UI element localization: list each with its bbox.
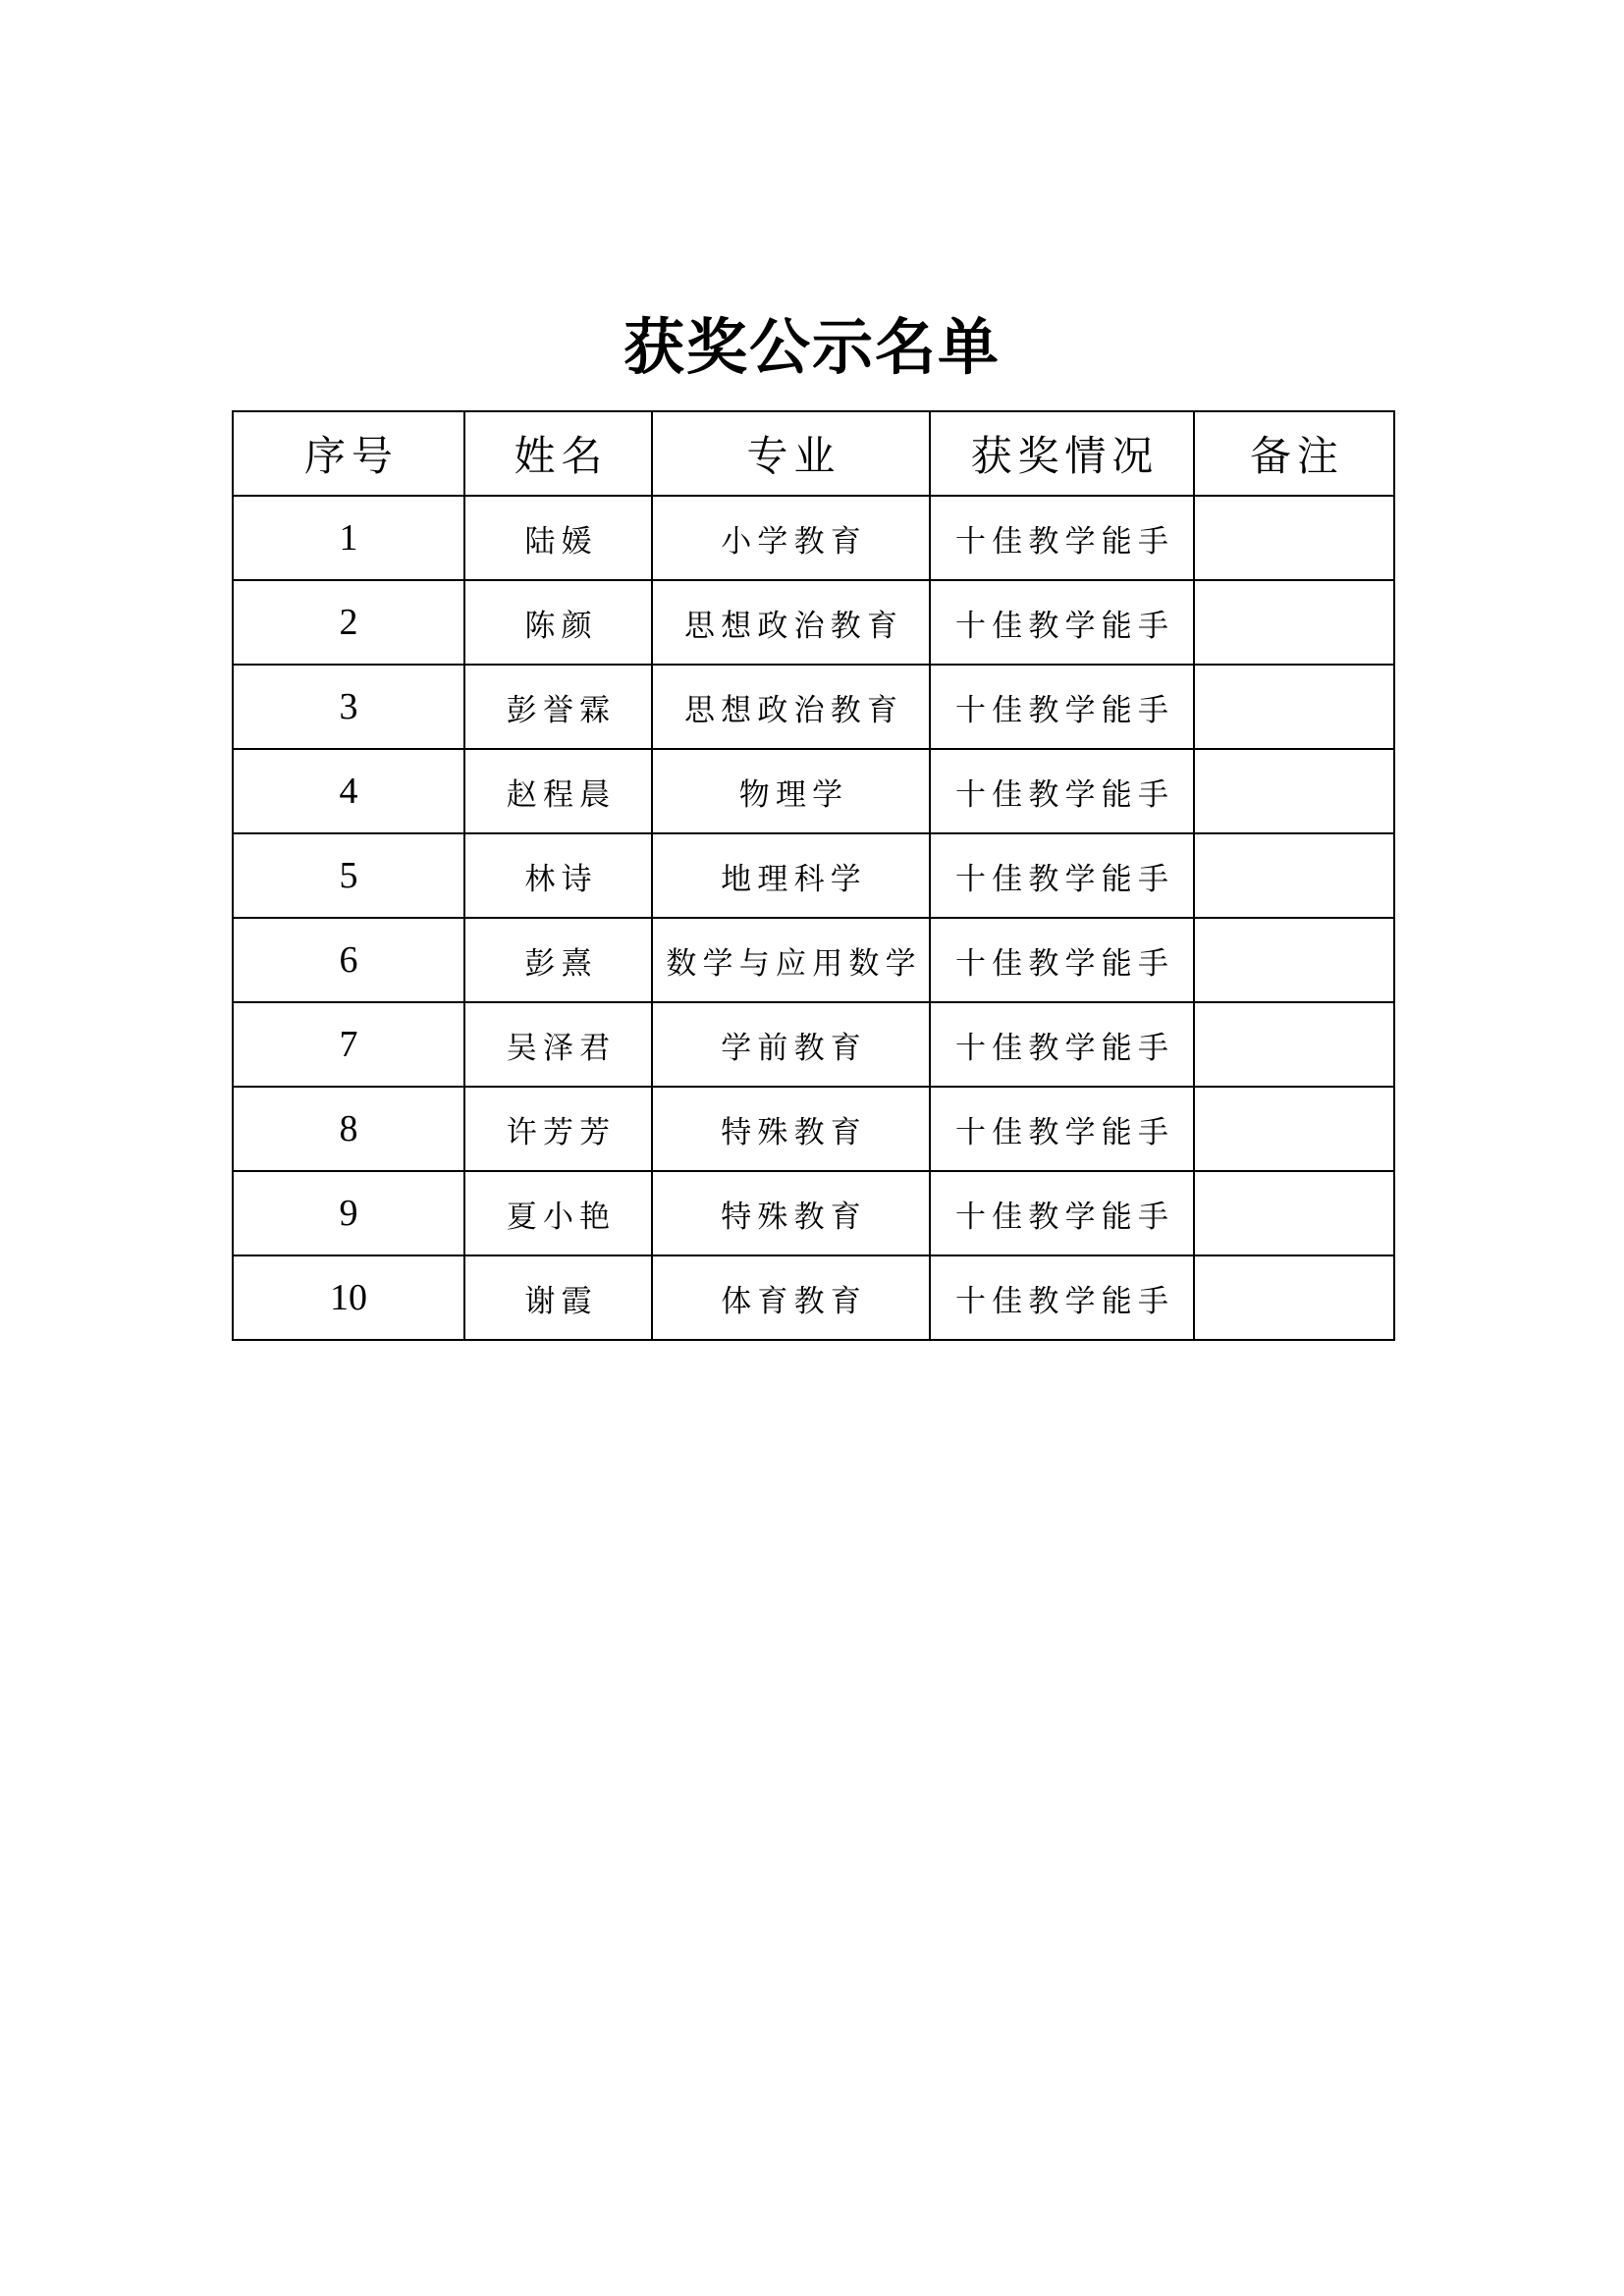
major-text: 小学教育 <box>721 523 867 560</box>
major-text: 地理科学 <box>721 861 867 897</box>
table-row <box>233 496 1394 580</box>
award-cell <box>930 496 1194 580</box>
name-text: 吴泽君 <box>506 1030 617 1066</box>
name-cell <box>464 918 652 1002</box>
major-cell <box>652 749 930 833</box>
table-row <box>233 749 1394 833</box>
award-cell <box>930 1171 1194 1255</box>
name-cell <box>464 1255 652 1340</box>
header-no <box>233 411 464 496</box>
note-cell <box>1194 665 1394 749</box>
no-cell: 9 <box>233 1171 464 1255</box>
major-cell <box>652 1255 930 1340</box>
award-cell <box>930 833 1194 918</box>
table-row <box>233 665 1394 749</box>
major-cell <box>652 1087 930 1171</box>
no-cell: 3 <box>233 665 464 749</box>
name-cell <box>464 496 652 580</box>
major-text: 特殊教育 <box>721 1199 867 1235</box>
major-text: 思想政治教育 <box>683 608 904 644</box>
award-text: 十佳教学能手 <box>954 608 1175 644</box>
no-cell: 8 <box>233 1087 464 1171</box>
note-cell <box>1194 918 1394 1002</box>
major-text: 体育教育 <box>721 1283 867 1319</box>
no-cell: 4 <box>233 749 464 833</box>
award-cell <box>930 1255 1194 1340</box>
no-cell: 7 <box>233 1002 464 1087</box>
table-row <box>233 1255 1394 1340</box>
award-text: 十佳教学能手 <box>954 861 1175 897</box>
name-text: 赵程晨 <box>506 776 617 813</box>
no-cell: 5 <box>233 833 464 918</box>
table-row <box>233 580 1394 665</box>
table-header-row <box>233 411 1394 496</box>
page-title: 获奖公示名单 <box>623 311 1001 383</box>
no-cell: 1 <box>233 496 464 580</box>
award-cell <box>930 665 1194 749</box>
award-text: 十佳教学能手 <box>954 945 1175 982</box>
name-cell <box>464 749 652 833</box>
name-text: 夏小艳 <box>506 1199 617 1235</box>
major-cell <box>652 1171 930 1255</box>
header-award <box>930 411 1194 496</box>
name-text: 陆媛 <box>524 523 598 560</box>
name-cell <box>464 1087 652 1171</box>
major-text: 特殊教育 <box>721 1114 867 1150</box>
award-cell <box>930 580 1194 665</box>
header-major <box>652 411 930 496</box>
award-text: 十佳教学能手 <box>954 1114 1175 1150</box>
note-cell <box>1194 749 1394 833</box>
header-note-label: 备注 <box>1250 432 1344 480</box>
name-text: 许芳芳 <box>506 1114 617 1150</box>
name-text: 林诗 <box>524 861 598 897</box>
table-row <box>233 918 1394 1002</box>
award-text: 十佳教学能手 <box>954 523 1175 560</box>
header-name <box>464 411 652 496</box>
award-text: 十佳教学能手 <box>954 1283 1175 1319</box>
note-cell <box>1194 1002 1394 1087</box>
major-cell <box>652 833 930 918</box>
header-award-label: 获奖情况 <box>970 432 1160 480</box>
no-cell: 2 <box>233 580 464 665</box>
major-cell <box>652 1002 930 1087</box>
name-text: 彭熹 <box>524 945 598 982</box>
award-text: 十佳教学能手 <box>954 692 1175 728</box>
award-table <box>232 410 1395 1341</box>
table-row <box>233 1002 1394 1087</box>
header-name-label: 姓名 <box>514 432 609 480</box>
name-text: 谢霞 <box>524 1283 598 1319</box>
award-text: 十佳教学能手 <box>954 1030 1175 1066</box>
major-cell <box>652 665 930 749</box>
major-cell <box>652 580 930 665</box>
header-no-label: 序号 <box>304 432 399 480</box>
name-cell <box>464 1171 652 1255</box>
note-cell <box>1194 1087 1394 1171</box>
no-cell: 10 <box>233 1255 464 1340</box>
note-cell <box>1194 496 1394 580</box>
note-cell <box>1194 1255 1394 1340</box>
table-row <box>233 1087 1394 1171</box>
name-text: 彭誉霖 <box>506 692 617 728</box>
name-cell <box>464 833 652 918</box>
major-text: 物理学 <box>738 776 849 813</box>
name-cell <box>464 580 652 665</box>
award-cell <box>930 749 1194 833</box>
award-cell <box>930 1087 1194 1171</box>
award-text: 十佳教学能手 <box>954 776 1175 813</box>
major-text: 学前教育 <box>721 1030 867 1066</box>
note-cell <box>1194 1171 1394 1255</box>
award-cell <box>930 918 1194 1002</box>
note-cell <box>1194 580 1394 665</box>
award-cell <box>930 1002 1194 1087</box>
table-row <box>233 833 1394 918</box>
award-text: 十佳教学能手 <box>954 1199 1175 1235</box>
table-row <box>233 1171 1394 1255</box>
header-note <box>1194 411 1394 496</box>
name-cell <box>464 1002 652 1087</box>
no-cell: 6 <box>233 918 464 1002</box>
major-text: 数学与应用数学 <box>666 945 922 982</box>
note-cell <box>1194 833 1394 918</box>
major-cell <box>652 918 930 1002</box>
major-cell <box>652 496 930 580</box>
header-major-label: 专业 <box>746 432 841 480</box>
name-text: 陈颜 <box>524 608 598 644</box>
name-cell <box>464 665 652 749</box>
major-text: 思想政治教育 <box>683 692 904 728</box>
